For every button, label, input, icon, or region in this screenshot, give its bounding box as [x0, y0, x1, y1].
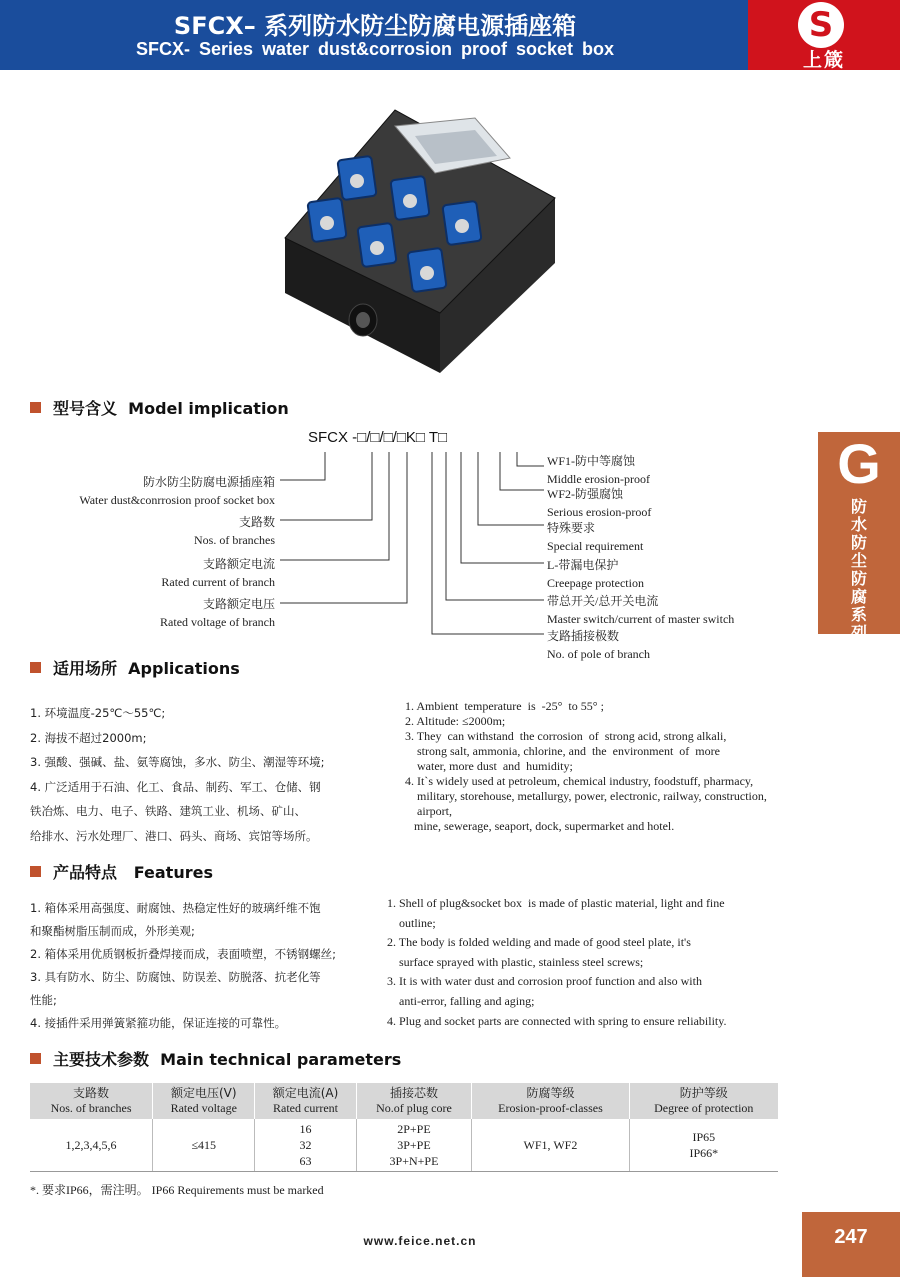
col-current: 额定电流(A) Rated current: [255, 1083, 356, 1119]
label-creepage: L-带漏电保护 Creepage protection: [547, 558, 644, 590]
label-master-switch: 带总开关/总开关电流 Master switch/current of master switch: [547, 594, 735, 626]
label-rated-voltage: 支路额定电压 Rated voltage of branch: [160, 597, 275, 629]
label-special: 特殊要求 Special requirement: [547, 521, 644, 553]
cell-erosion: WF1, WF2: [472, 1119, 629, 1172]
section-name: 防水防尘防腐系列: [850, 497, 867, 642]
cell-current: 16 32 63: [255, 1119, 356, 1172]
section-letter: G: [837, 432, 881, 495]
logo-s-mark: S: [798, 2, 844, 48]
params-heading: 主要技术参数 Main technical parameters: [30, 1047, 401, 1070]
cell-branches: 1,2,3,4,5,6: [30, 1119, 153, 1172]
col-erosion: 防腐等级 Erosion-proof-classes: [472, 1083, 629, 1119]
label-wf2: WF2-防强腐蚀 Serious erosion-proof: [547, 487, 652, 519]
page-title-cn: SFCX– 系列防水防尘防腐电源插座箱: [173, 12, 577, 40]
label-rated-current: 支路额定电流 Rated current of branch: [161, 557, 275, 589]
col-voltage: 额定电压(V) Rated voltage: [153, 1083, 255, 1119]
features-heading: 产品特点 Features: [30, 860, 213, 883]
features-en-list: 1. Shell of plug&socket box is made of plastic material, light and fine outline; 2. The body is folded welding and made of good steel plate, it's surface sprayed with plastic, stainless steel screws; 3. It is with water dust and corrosion proof function and also with anti-error, falling and aging; 4. Plug and socket parts are connected with spring to ensure reliability.: [387, 896, 727, 1028]
params-note: *. 要求IP66，需注明。 IP66 Requirements must be marked: [30, 1183, 324, 1197]
bullet-square-icon: [30, 866, 41, 877]
table-header-row: [30, 1083, 778, 1119]
features-cn-list: 1. 箱体采用高强度、耐腐蚀、热稳定性好的玻璃纤维不饱 和聚酯树脂压制而成，外形美观; 2. 箱体采用优质钢板折叠焊接而成，表面喷塑，不锈钢螺丝; 3. 具有防水、防尘、防腐蚀、防误差、防脱落、抗老化等 性能; 4. 接插件采用弹簧紧箍功能，保证连接的可靠性。: [30, 901, 336, 1030]
applications-en-list: 1. Ambient temperature is -25° to 55° ; 2. Altitude: ≤2000m; 3. They can withstand the corrosion of strong acid, strong alkali, strong salt, ammonia, chlorine, and the environment of more water, more dust and humidity; 4. It`s widely used at petroleum, chemical industry, foodstuff, pharmacy, military, storehouse, metallurgy, power, electronic, railway, construction, airport, mine, sewerage, seaport, dock, supermarket and hotel.: [405, 699, 767, 833]
col-plug-core: 插接芯数 No.of plug core: [356, 1083, 472, 1119]
cell-protection: IP65 IP66*: [629, 1119, 778, 1172]
cell-cores: 2P+PE 3P+PE 3P+N+PE: [356, 1119, 472, 1172]
label-socket-box: 防水防尘防腐电源插座箱 Water dust&conrrosion proof socket box: [79, 475, 275, 507]
label-wf1: WF1-防中等腐蚀 Middle erosion-proof: [547, 454, 650, 486]
page-title-en: SFCX- Series water dust&corrosion proof socket box: [135, 39, 615, 59]
bullet-square-icon: [30, 1053, 41, 1064]
model-heading: 型号含义 Model implication: [30, 396, 289, 419]
cell-voltage: ≤415: [153, 1119, 255, 1172]
col-protection: 防护等级 Degree of protection: [629, 1083, 778, 1119]
table-row: [30, 1119, 778, 1172]
label-branches: 支路数 Nos. of branches: [194, 515, 275, 547]
label-pole: 支路插接极数 No. of pole of branch: [547, 629, 650, 661]
footer-url[interactable]: www.feice.net.cn: [363, 1234, 477, 1248]
applications-cn-list: 1. 环境温度-25℃～55℃; 2. 海拔不超过2000m; 3. 强酸、强碱、盐、氨等腐蚀，多水、防尘、潮湿等环境; 4. 广泛适用于石油、化工、食品、制药、军工、仓储、钢 铁冶炼、电力、电子、铁路、建筑工业、机场、矿山、 给排水、污水处理厂、港口、码头、商场、宾馆等场所。: [30, 706, 325, 843]
bullet-square-icon: [30, 662, 41, 673]
page-number: 247: [802, 1212, 900, 1277]
params-table: [30, 1083, 778, 1172]
applications-heading: 适用场所 Applications: [30, 656, 240, 679]
model-code: SFCX -□/□/□/□K□ T□: [308, 429, 448, 446]
col-branches: 支路数 Nos. of branches: [30, 1083, 153, 1119]
logo-text: 上箴: [802, 49, 845, 71]
